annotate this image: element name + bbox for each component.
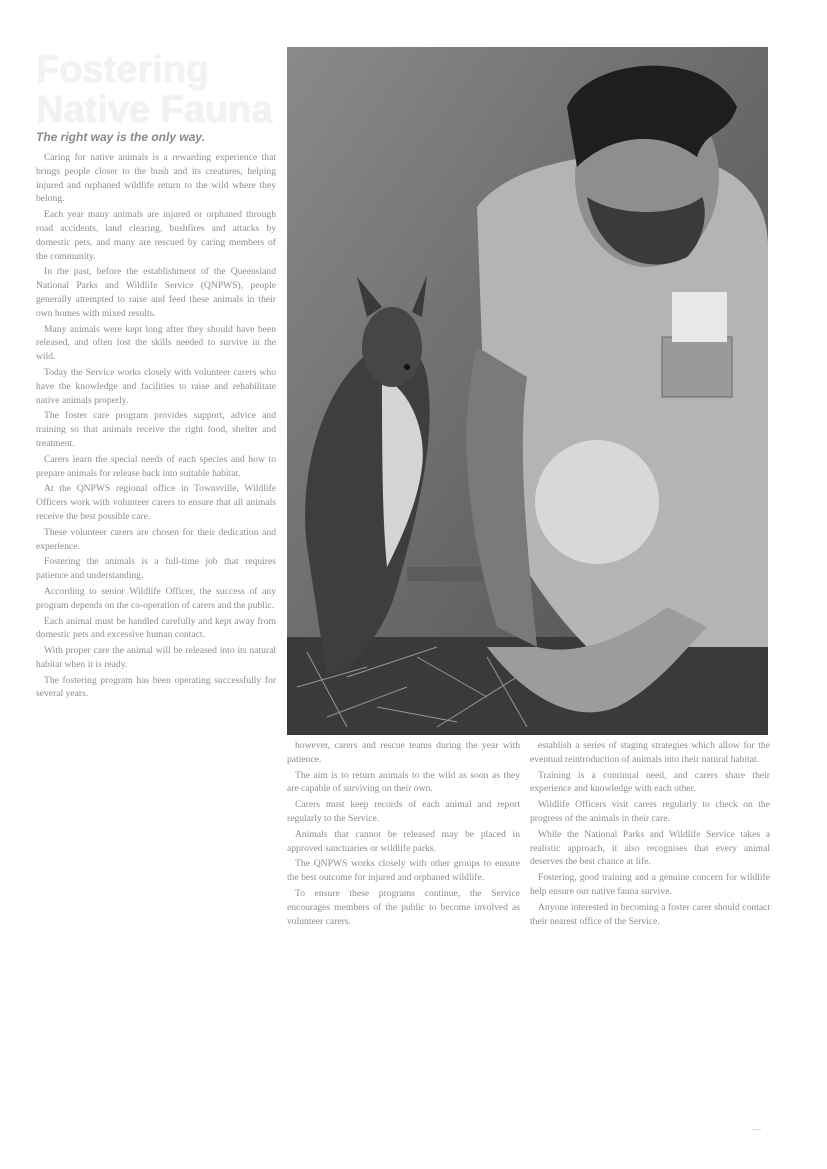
- text-column-2: [287, 739, 520, 1134]
- paragraph: While the National Parks and Wildlife Service takes a realistic approach, it also recognises that every animal deserves the best chance at life.: [530, 828, 770, 868]
- paragraph: however, carers and rescue teams during the year with patience.: [287, 740, 520, 765]
- text-column-1: [36, 151, 276, 1136]
- paragraph: Caring for native animals is a rewarding experience that brings people closer to the bush and its creatures, helping injured and orphaned wildlife return to the wild where they belong.: [36, 152, 276, 205]
- paragraph: The aim is to return animals to the wild as soon as they are capable of surviving on their own.: [287, 769, 520, 795]
- paragraph: Training is a continual need, and carers share their experience and knowledge with each other.: [530, 769, 770, 795]
- paragraph: Today the Service works closely with volunteer carers who have the knowledge and facilities to raise and rehabilitate native animals properly.: [36, 366, 276, 406]
- paragraph: These volunteer carers are chosen for their dedication and experience.: [36, 526, 276, 552]
- man-with-wallaby-photo: [287, 47, 768, 735]
- paragraph: Anyone interested in becoming a foster carer should contact their nearest office of the Service.: [530, 901, 770, 927]
- page-number: —: [752, 1124, 761, 1134]
- article-title: Fostering Native Fauna: [36, 49, 273, 131]
- paragraph: Each animal must be handled carefully and kept away from domestic pets and excessive human contact.: [36, 615, 276, 641]
- paragraph: Wildlife Officers visit carers regularly to check on the progress of the animals in their care.: [530, 799, 770, 824]
- paragraph: Many animals were kept long after they should have been released, and often lost the skills needed to survive in the wild.: [36, 323, 276, 363]
- paragraph: establish a series of staging strategies which allow for the eventual reintroduction of animals into their natural habitat.: [530, 740, 770, 765]
- article-subtitle: The right way is the only way.: [36, 130, 205, 144]
- paragraph: Animals that cannot be released may be placed in approved sanctuaries or wildlife parks.: [287, 828, 520, 854]
- paragraph: Carers must keep records of each animal and report regularly to the Service.: [287, 799, 520, 824]
- paragraph: The QNPWS works closely with other groups to ensure the best outcome for injured and orphaned wildlife.: [287, 858, 520, 884]
- paragraph: In the past, before the establishment of the Queensland National Parks and Wildlife Service (QNPWS), people generally attempted to raise and feed these animals in their own homes with mixed results.: [36, 266, 276, 319]
- paragraph: With proper care the animal will be released into its natural habitat when it is ready.: [36, 645, 276, 670]
- paragraph: Carers learn the special needs of each species and how to prepare animals for release back into suitable habitat.: [36, 453, 276, 479]
- paragraph: The foster care program provides support, advice and training so that animals receive the right food, shelter and treatment.: [36, 410, 276, 449]
- paragraph: Each year many animals are injured or orphaned through road accidents, land clearing, bushfires and attacks by domestic pets, and many are rescued by caring members of the community.: [36, 209, 276, 262]
- paragraph: To ensure these programs continue, the Service encourages members of the public to become involved as volunteer carers.: [287, 887, 520, 927]
- paragraph: According to senior Wildlife Officer, the success of any program depends on the co-operation of carers and the public.: [36, 585, 276, 611]
- text-column-3: [530, 739, 770, 1134]
- paragraph: Fostering the animals is a full-time job that requires patience and understanding.: [36, 556, 276, 582]
- paragraph: Fostering, good training and a genuine concern for wildlife help ensure our native fauna survive.: [530, 872, 770, 897]
- paragraph: The fostering program has been operating successfully for several years.: [36, 674, 276, 700]
- paragraph: At the QNPWS regional office in Townsville, Wildlife Officers work with volunteer carers to ensure that all animals receive the best possible care.: [36, 483, 276, 522]
